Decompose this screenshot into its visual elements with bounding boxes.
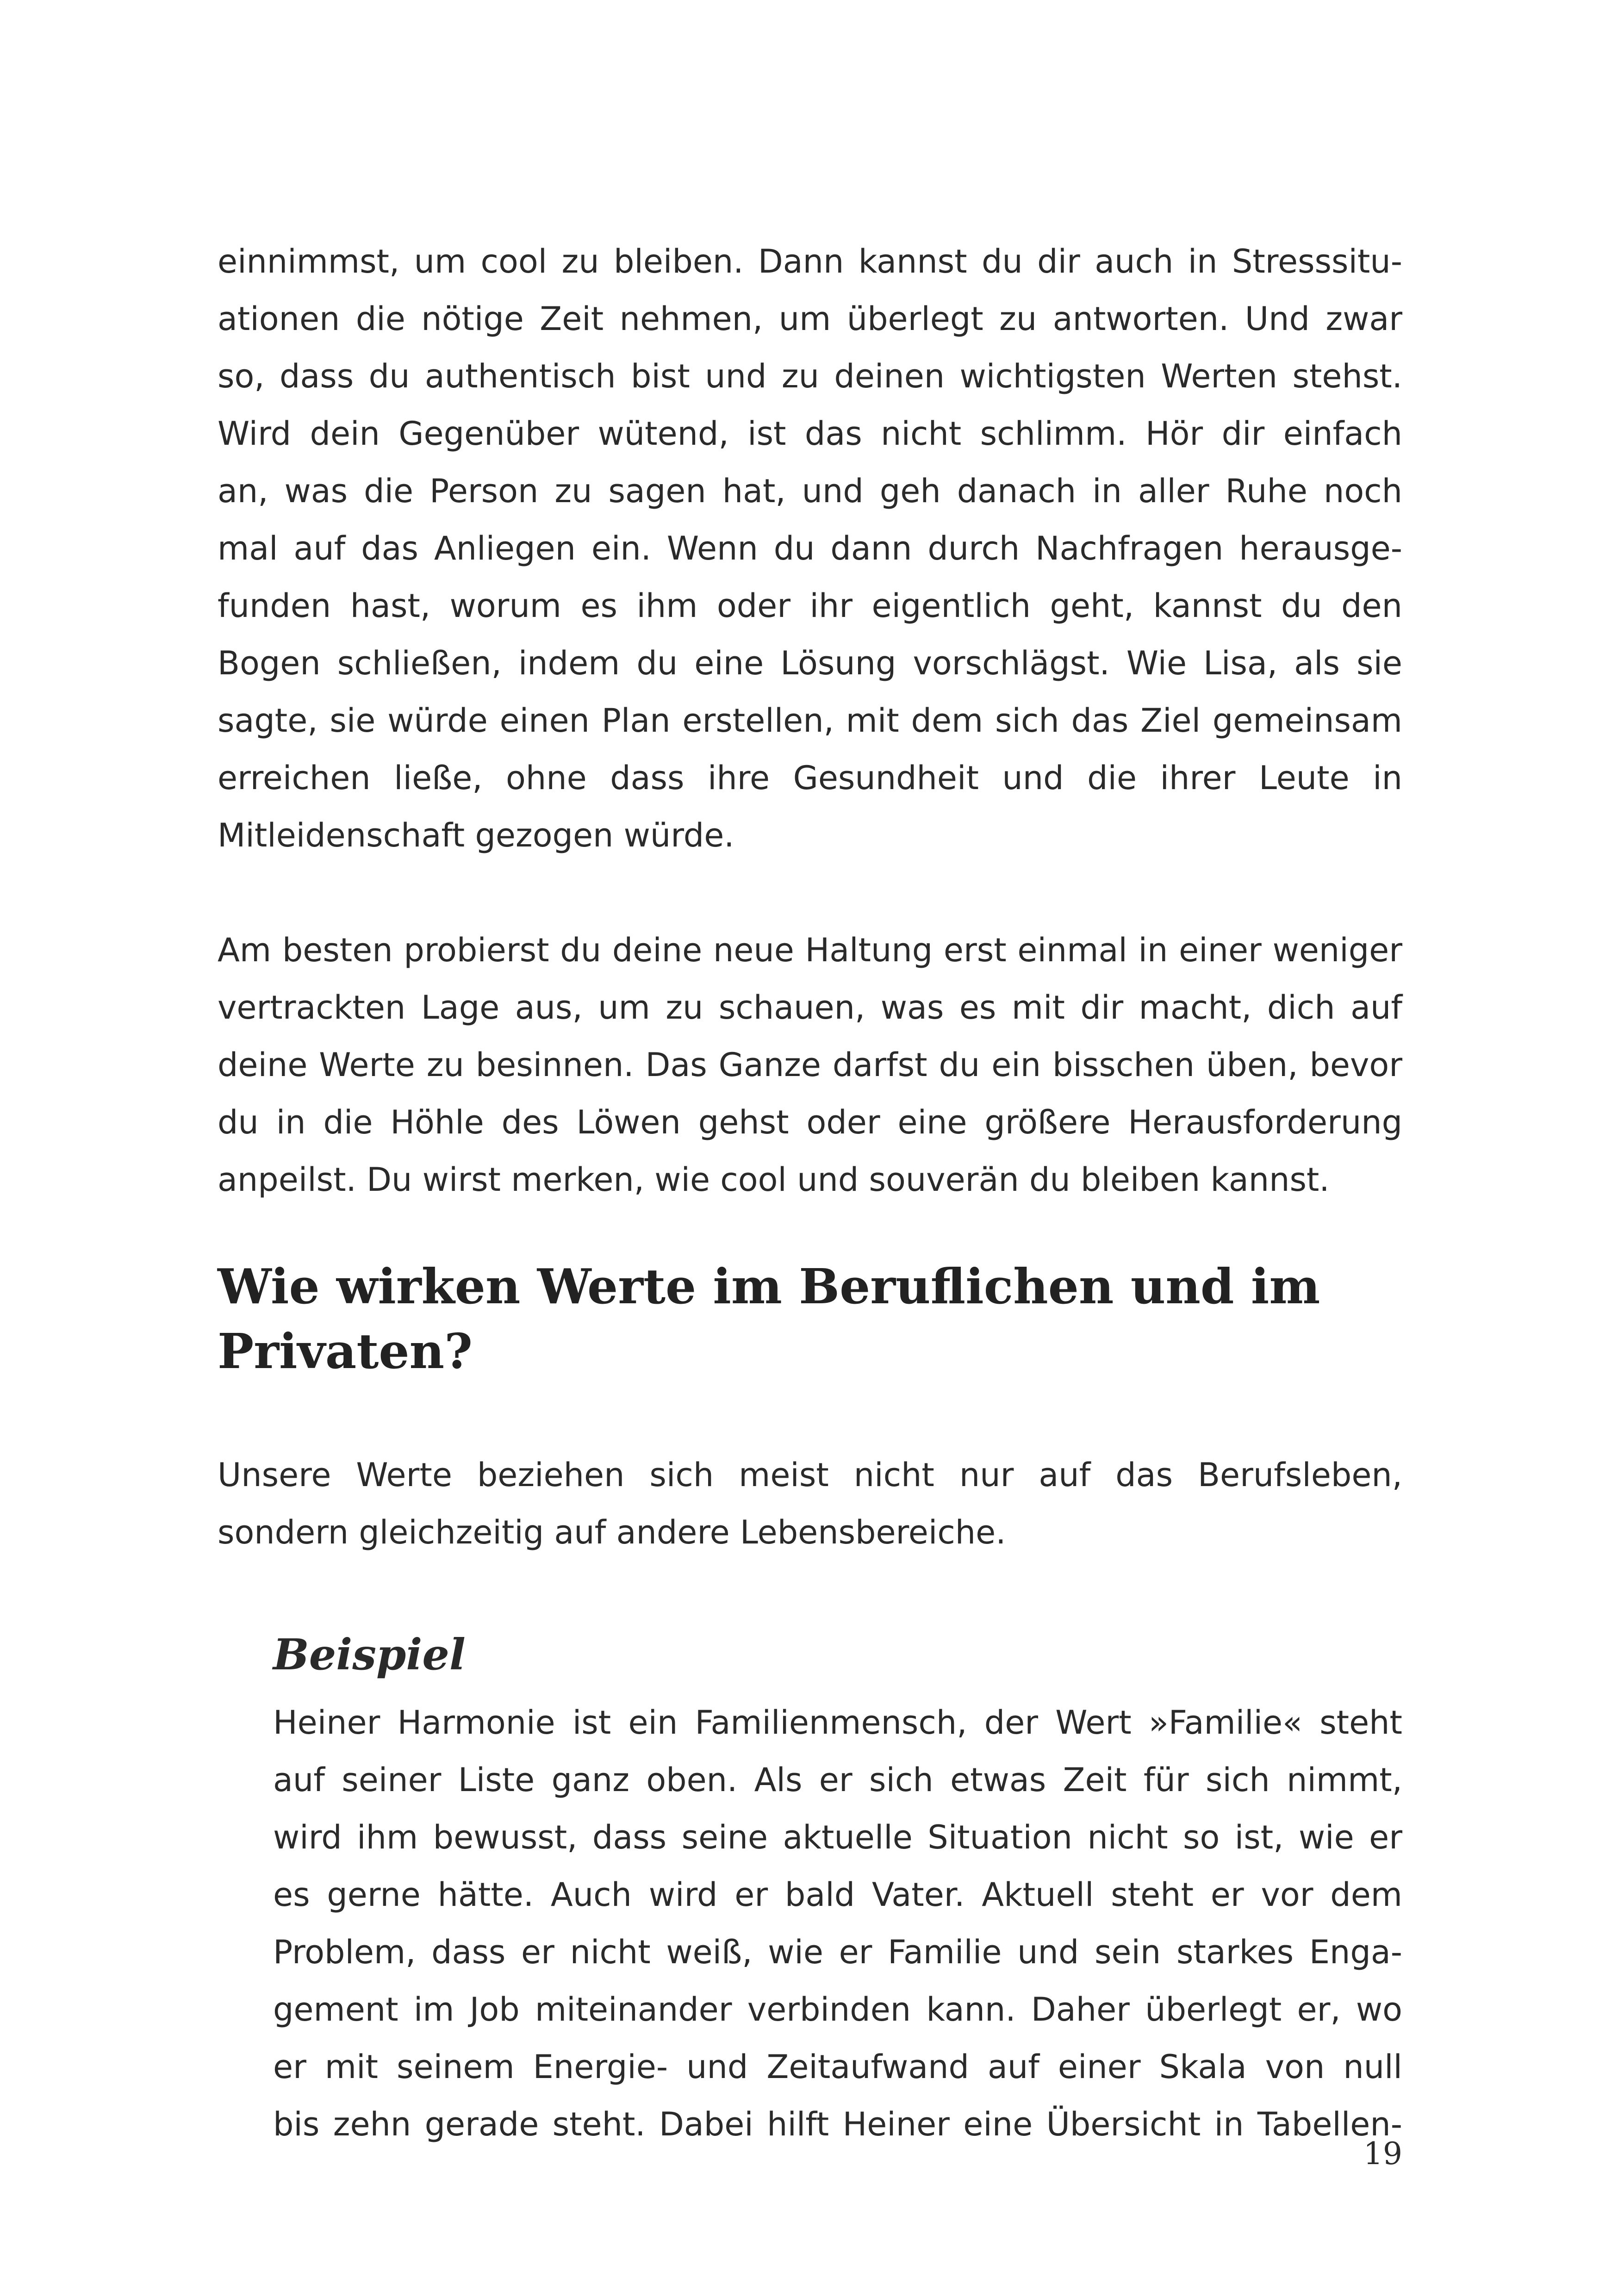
text-line: vertrackten Lage aus, um zu schauen, was es mit dir macht, dich auf (218, 989, 1402, 1027)
page-number: 19 (1363, 2136, 1402, 2172)
text-line: du in die Höhle des Löwen gehst oder eine größere Herausforderung (218, 1103, 1402, 1141)
body-paragraph-1 (218, 233, 1402, 864)
text-line: deine Werte zu besinnen. Das Ganze darfst du ein bisschen üben, bevor (218, 1046, 1402, 1084)
heading-line: Wie wirken Werte im Beruflichen und im (218, 1258, 1320, 1315)
text-line: sondern gleichzeitig auf andere Lebensbereiche. (218, 1513, 1006, 1551)
example-title: Beispiel (273, 1630, 466, 1680)
text-line: sagte, sie würde einen Plan erstellen, mit dem sich das Ziel gemeinsam (218, 702, 1402, 740)
text-line: so, dass du authentisch bist und zu deinen wichtigsten Werten stehst. (218, 357, 1402, 395)
body-paragraph-3 (218, 1446, 1402, 1561)
heading-line: Privaten? (218, 1323, 473, 1380)
text-line: anpeilst. Du wirst merken, wie cool und souverän du bleiben kannst. (218, 1161, 1330, 1199)
text-line: erreichen ließe, ohne dass ihre Gesundheit und die ihrer Leute in (218, 759, 1402, 797)
text-line: funden hast, worum es ihm oder ihr eigentlich geht, kannst du den (218, 587, 1402, 625)
example-text (273, 1694, 1402, 2153)
text-line: Wird dein Gegenüber wütend, ist das nicht schlimm. Hör dir einfach (218, 415, 1402, 453)
text-line: ationen die nötige Zeit nehmen, um überlegt zu antworten. Und zwar (218, 300, 1402, 338)
text-line: an, was die Person zu sagen hat, und geh danach in aller Ruhe noch (218, 472, 1402, 510)
text-line: Problem, dass er nicht weiß, wie er Familie und sein starkes Enga- (273, 1933, 1402, 1971)
text-line: Bogen schließen, indem du eine Lösung vorschlägst. Wie Lisa, als sie (218, 644, 1402, 682)
text-line: Mitleidenschaft gezogen würde. (218, 816, 734, 854)
section-heading (218, 1254, 1402, 1384)
body-paragraph-2 (218, 921, 1402, 1208)
text-line: mal auf das Anliegen ein. Wenn du dann durch Nachfragen herausge- (218, 529, 1402, 567)
text-line: einnimmst, um cool zu bleiben. Dann kannst du dir auch in Stresssitu- (218, 243, 1402, 280)
text-line: Heiner Harmonie ist ein Familienmensch, der Wert »Familie« steht (273, 1704, 1402, 1742)
text-line: gement im Job miteinander verbinden kann. Daher überlegt er, wo (273, 1991, 1402, 2028)
example-box (273, 1615, 1402, 2153)
text-line: er mit seinem Energie- und Zeitaufwand auf einer Skala von null (273, 2048, 1402, 2086)
text-line: es gerne hätte. Auch wird er bald Vater. Aktuell steht er vor dem (273, 1876, 1402, 1914)
text-line: Unsere Werte beziehen sich meist nicht nur auf das Berufsleben, (218, 1456, 1402, 1494)
text-line: bis zehn gerade steht. Dabei hilft Heiner eine Übersicht in Tabellen- (273, 2105, 1402, 2143)
text-line: wird ihm bewusst, dass seine aktuelle Situation nicht so ist, wie er (273, 1818, 1402, 1856)
text-line: Am besten probierst du deine neue Haltung erst einmal in einer weniger (218, 931, 1402, 969)
text-line: auf seiner Liste ganz oben. Als er sich etwas Zeit für sich nimmt, (273, 1761, 1402, 1799)
